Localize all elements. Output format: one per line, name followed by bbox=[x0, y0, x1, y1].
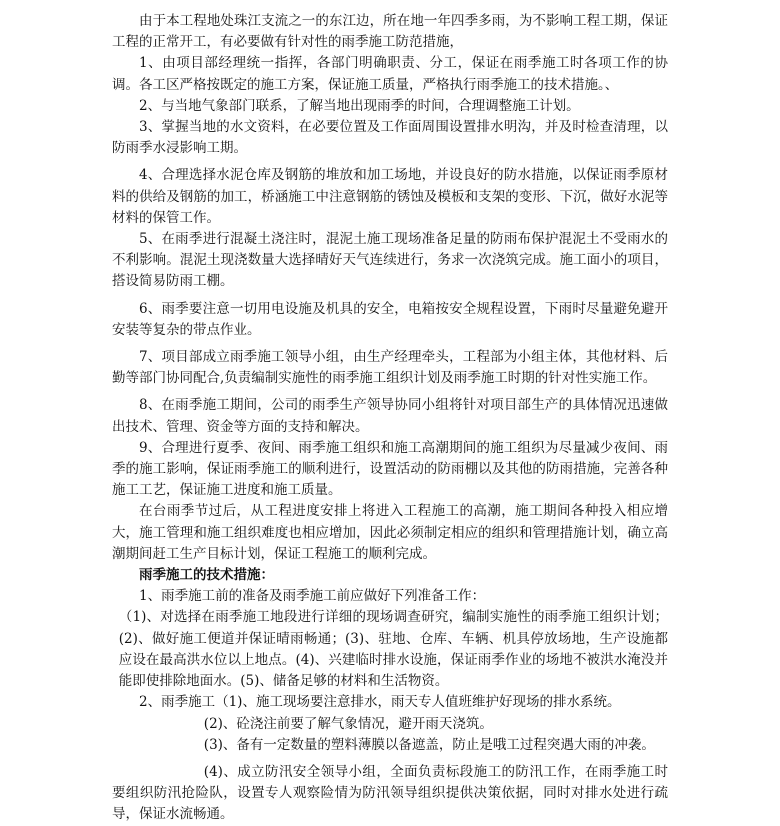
measure-item-9: 9、合理进行夏季、夜间、雨季施工组织和施工高潮期间的施工组织为尽量减少夜间、雨季的施工影响，保证雨季施工的顺利进行，设置活动的防雨棚以及其他的防雨措施，完善各种施工工艺，保证施工进度和施工质量。 bbox=[112, 439, 668, 499]
tech-item-1-title: 1、雨季施工前的准备及雨季施工前应做好下列准备工作： bbox=[139, 588, 486, 605]
measure-item-1: 1、由项目部经理统一指挥，各部门明确职责、分工，保证在雨季施工时各项工作的协调。各工区严格按既定的施工方案，保证施工质量，严格执行雨季施工的技术措施。、 bbox=[112, 55, 668, 93]
tech-item-2-sub-3: (3)、备有一定数量的塑料薄膜以备遮盖，防止是哦工过程突遇大雨的冲袭。 bbox=[203, 736, 655, 753]
document-body bbox=[112, 11, 668, 826]
closing-paragraph: 在台雨季节过后，从工程进度安排上将进入工程施工的高潮，施工期间各种投入相应增大，施工管理和施工组织难度也相应增加，因此必须制定相应的组织和管理措施计划，确立高潮期间赶工生产目标计划，保证工程施工的顺利完成。 bbox=[112, 503, 668, 562]
measure-item-8: 8、在雨季施工期间，公司的雨季生产领导协同小组将针对项目部生产的具体情况迅速做出技术、管理、资金等方面的支持和解决。 bbox=[112, 397, 668, 435]
measure-item-6: 6、雨季要注意一切用电设施及机具的安全，电箱按安全规程设置，下雨时尽量避免避开安装等复杂的带点作业。 bbox=[112, 300, 668, 338]
measure-item-2: 2、与当地气象部门联系，了解当地出现雨季的时间，合理调整施工计划。 bbox=[139, 97, 580, 114]
tech-item-1-body: （1)、对选择在雨季施工地段进行详细的现场调查研究，编制实施性的雨季施工组织计划；(2)、做好施工便道并保证晴雨畅通；(3)、驻地、仓库、车辆、机具停放场地，生产设施都应设在最高洪水位以上地点。(4)、兴建临时排水设施，保证雨季作业的场地不被洪水淹没并能即使排除地面水。(5)、储备足够的材料和生活物资。 bbox=[118, 609, 668, 690]
tech-measures-heading: 雨季施工的技术措施： bbox=[139, 567, 274, 584]
tech-item-2-sub-2: (2)、砼浇注前要了解气象情况，避开雨天浇筑。 bbox=[203, 715, 493, 732]
measure-item-4: 4、合理选择水泥仓库及钢筋的堆放和加工场地，并设良好的防水措施，以保证雨季原材料的供给及钢筋的加工，桥涵施工中注意钢筋的锈蚀及模板和支架的变形、下沉，做好水泥等材料的保管工作。 bbox=[112, 167, 668, 226]
tech-item-2-sub-4: (4)、成立防汛安全领导小组，全面负责标段施工的防汛工作，在雨季施工时要组织防汛抢险队，设置专人观察险情为防汛领导组织提供决策依据，同时对排水处进行疏导，保证水流畅通。 bbox=[112, 763, 668, 823]
measure-item-5: 5、在雨季进行混凝土浇注时，混泥土施工现场准备足量的防雨布保护混泥土不受雨水的不利影响。混泥土现浇数量大选择晴好天气连续进行，务求一次浇筑完成。施工面小的项目，搭设简易防雨工棚。 bbox=[112, 231, 668, 290]
intro-paragraph: 由于本工程地处珠江支流之一的东江边，所在地一年四季多雨，为不影响工程工期，保证工程的正常开工，有必要做有针对性的雨季施工防范措施， bbox=[112, 13, 668, 51]
measure-item-3: 3、掌握当地的水文资料，在必要位置及工作面周围设置排水明沟，并及时检查清理，以防雨季水浸影响工期。 bbox=[112, 119, 668, 157]
measure-item-7: 7、项目部成立雨季施工领导小组，由生产经理牵头，工程部为小组主体，其他材料、后勤等部门协同配合,负责编制实施性的雨季施工组织计划及雨季施工时期的针对性实施工作。 bbox=[112, 349, 668, 387]
tech-item-2-line: 2、雨季施工（1)、施工现场要注意排水，雨天专人值班维护好现场的排水系统。 bbox=[139, 694, 621, 711]
